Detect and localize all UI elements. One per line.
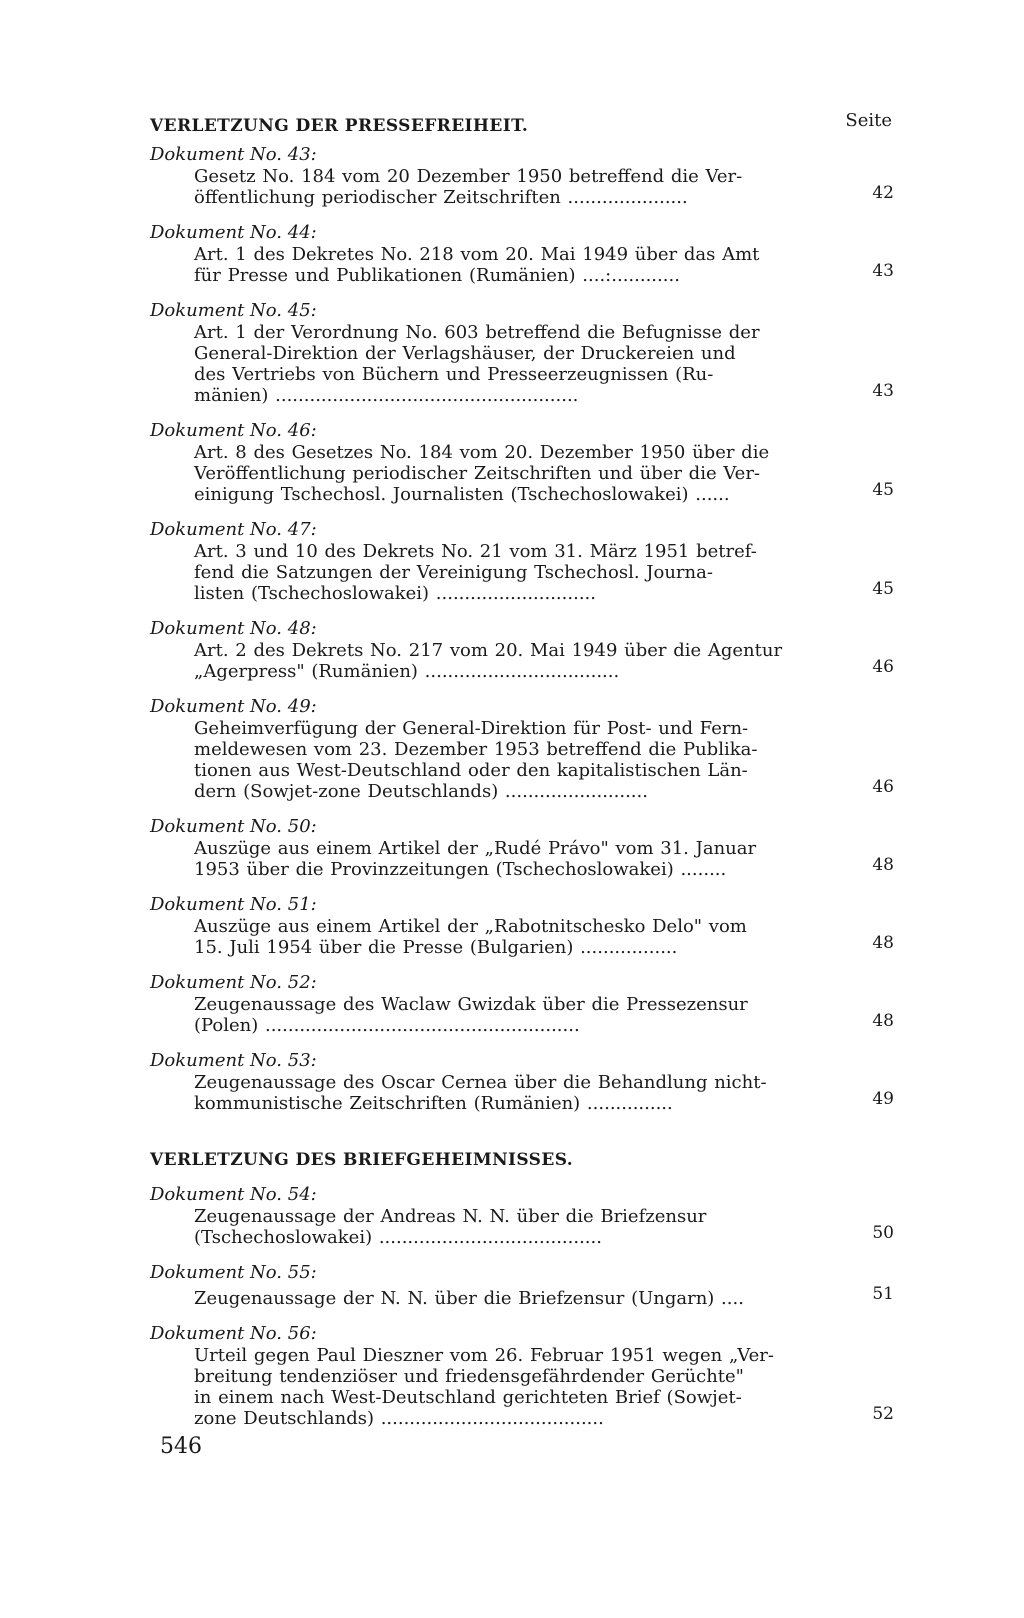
entry-page-number: 52 [872, 1404, 894, 1424]
entry-page-number: 48 [872, 933, 894, 953]
page-number: 546 [160, 1434, 202, 1459]
entry-page-number: 51 [872, 1284, 894, 1304]
toc-entry [150, 519, 910, 604]
entry-description: Zeugenaussage der N. N. über die Briefzensur (Ungarn) .... [194, 1288, 744, 1309]
toc-entry [150, 144, 910, 208]
entry-page-number: 45 [872, 579, 894, 599]
entry-page-number: 48 [872, 1011, 894, 1031]
document-label: Dokument No. 47: [150, 519, 317, 540]
document-label: Dokument No. 45: [150, 300, 317, 321]
document-label: Dokument No. 55: [150, 1262, 317, 1283]
entry-description: Gesetz No. 184 vom 20 Dezember 1950 betreffend die Ver- öffentlichung periodischer Zeitschriften ..................... [194, 166, 743, 208]
document-label: Dokument No. 46: [150, 420, 317, 441]
entry-description: Auszüge aus einem Artikel der „Rabotnitschesko Delo" vom 15. Juli 1954 über die Presse (Bulgarien) ................. [194, 916, 747, 958]
toc-entry [150, 1323, 910, 1429]
toc-entry [150, 972, 910, 1036]
toc-entry [150, 1262, 910, 1309]
entry-body [150, 322, 910, 406]
document-label: Dokument No. 56: [150, 1323, 317, 1344]
toc-entry [150, 300, 910, 406]
entry-description: Art. 1 des Dekretes No. 218 vom 20. Mai 1949 über das Amt für Presse und Publikationen (Rumänien) ....:............ [194, 244, 760, 286]
entry-description: Art. 8 des Gesetzes No. 184 vom 20. Dezember 1950 über die Veröffentlichung periodischer Zeitschriften und über die Ver- einigung Tschechosl. Journalisten (Tschechoslowakei) ...... [194, 442, 770, 505]
entry-page-number: 45 [872, 480, 894, 500]
toc-page [150, 98, 910, 1443]
document-label: Dokument No. 53: [150, 1050, 317, 1071]
entry-page-number: 46 [872, 777, 894, 797]
entry-description: Art. 3 und 10 des Dekrets No. 21 vom 31. März 1951 betref- fend die Satzungen der Vereinigung Tschechosl. Journa- listen (Tschechoslowakei) ............................ [194, 541, 757, 604]
toc-entry [150, 816, 910, 880]
entry-body [150, 640, 910, 682]
entry-body [150, 1284, 910, 1309]
section-title-pressefreiheit: VERLETZUNG DER PRESSEFREIHEIT. [150, 116, 529, 136]
document-label: Dokument No. 44: [150, 222, 317, 243]
entry-page-number: 43 [872, 261, 894, 281]
toc-entry [150, 696, 910, 802]
document-label: Dokument No. 51: [150, 894, 317, 915]
section-entries-pressefreiheit [150, 144, 910, 1114]
toc-entry [150, 1184, 910, 1248]
entry-page-number: 43 [872, 381, 894, 401]
entry-body [150, 1072, 910, 1114]
document-label: Dokument No. 54: [150, 1184, 317, 1205]
entry-page-number: 48 [872, 855, 894, 875]
entry-description: Zeugenaussage der Andreas N. N. über die Briefzensur (Tschechoslowakei) ....................................... [194, 1206, 707, 1248]
entry-body [150, 541, 910, 604]
toc-entry [150, 420, 910, 505]
section-header-row [150, 98, 910, 138]
toc-entry [150, 1050, 910, 1114]
toc-entry [150, 618, 910, 682]
entry-description: Urteil gegen Paul Dieszner vom 26. Februar 1951 wegen „Ver- breitung tendenziöser und friedensgefährdender Gerüchte" in einem nach West-Deutschland gerichteten Brief (Sowjet- zone Deutschlands) ....................................... [194, 1345, 774, 1429]
entry-body [150, 916, 910, 958]
section-entries-briefgeheimnis [150, 1184, 910, 1429]
entry-page-number: 49 [872, 1089, 894, 1109]
entry-body [150, 1345, 910, 1429]
document-label: Dokument No. 49: [150, 696, 317, 717]
toc-entry [150, 222, 910, 286]
entry-body [150, 994, 910, 1036]
entry-description: Art. 1 der Verordnung No. 603 betreffend die Befugnisse der General-Direktion der Verlagshäuser, der Druckereien und des Vertriebs von Büchern und Presseerzeugnissen (Ru- mänien) ..................................................... [194, 322, 760, 406]
toc-entry [150, 894, 910, 958]
entry-body [150, 838, 910, 880]
section-header-row-2 [150, 1138, 910, 1178]
entry-body [150, 166, 910, 208]
document-label: Dokument No. 43: [150, 144, 317, 165]
entry-description: Auszüge aus einem Artikel der „Rudé Právo" vom 31. Januar 1953 über die Provinzzeitungen (Tschechoslowakei) ........ [194, 838, 757, 880]
document-label: Dokument No. 52: [150, 972, 317, 993]
entry-body [150, 442, 910, 505]
entry-body [150, 1206, 910, 1248]
entry-page-number: 46 [872, 657, 894, 677]
section-title-briefgeheimnis: VERLETZUNG DES BRIEFGEHEIMNISSES. [150, 1150, 574, 1170]
entry-description: Art. 2 des Dekrets No. 217 vom 20. Mai 1949 über die Agentur „Agerpress" (Rumänien) .................................. [194, 640, 783, 682]
entry-body [150, 244, 910, 286]
entry-page-number: 42 [872, 183, 894, 203]
entry-description: Geheimverfügung der General-Direktion für Post- und Fern- meldewesen vom 23. Dezember 1953 betreffend die Publika- tionen aus West-Deutschland oder den kapitalistischen Län- dern (Sowjet-zone Deutschlands) ......................... [194, 718, 758, 802]
entry-page-number: 50 [872, 1223, 894, 1243]
document-label: Dokument No. 48: [150, 618, 317, 639]
page-column-header: Seite [845, 110, 892, 131]
entry-description: Zeugenaussage des Oscar Cernea über die Behandlung nicht- kommunistische Zeitschriften (Rumänien) ............... [194, 1072, 767, 1114]
document-label: Dokument No. 50: [150, 816, 317, 837]
entry-description: Zeugenaussage des Waclaw Gwizdak über die Pressezensur (Polen) ....................................................... [194, 994, 748, 1036]
entry-body [150, 718, 910, 802]
